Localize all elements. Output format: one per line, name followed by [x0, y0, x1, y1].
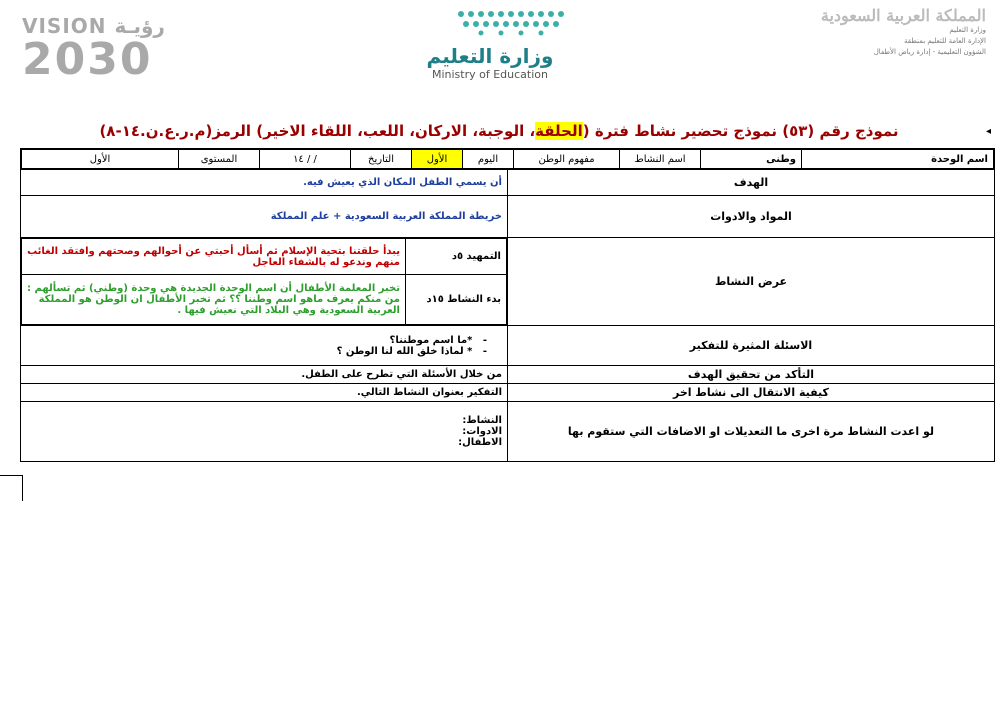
transition-label: كيفية الانتقال الى نشاط اخر [508, 384, 995, 402]
kingdom-line: وزارة التعليم [949, 26, 986, 34]
vision-en-text: VISION [22, 14, 107, 38]
presentation-subtable [21, 238, 507, 325]
repeat-line: الادوات: [462, 426, 502, 437]
ministry-name-en: Ministry of Education [431, 68, 548, 81]
kingdom-header [786, 6, 986, 86]
unit-label: اسم الوحدة [802, 150, 994, 169]
materials-label: المواد والادوات [508, 196, 995, 238]
date-label: التاريخ [351, 150, 412, 169]
repeat-line: النشاط: [462, 415, 502, 426]
lesson-plan-table [20, 148, 995, 462]
page-header [0, 0, 1000, 110]
goal-value: أن يسمي الطفل المكان الذي يعيش فيه. [21, 170, 508, 196]
vision-year-text: 2030 [22, 34, 153, 85]
info-table [21, 149, 994, 169]
kingdom-line: الشؤون التعليمية - إدارة رياض الأطفال [873, 48, 986, 56]
form-title-part2: ، الوجبة، الاركان، اللعب، اللقاء الاخير) الرمز(م.ر.ع.ن.١٤-٨) [99, 122, 536, 140]
intro-value: يبدأ حلقتنا بتحية الإسلام ثم أسأل أحبتي عن أحوالهم وصحتهم وافتقد الغائب منهم وندعو له بالشفاء العاجل [22, 239, 406, 275]
day-value: الأول [412, 150, 463, 169]
presentation-row [21, 238, 995, 326]
questions-row [21, 326, 995, 366]
vision-ar-text: رؤيـة [114, 14, 165, 38]
verify-label: التأكد من تحقيق الهدف [508, 366, 995, 384]
verify-value: من خلال الأسئلة التي تطرح على الطفل. [21, 366, 508, 384]
form-title [20, 122, 978, 144]
date-value: / / ١٤ [260, 150, 351, 169]
intro-label: التمهيد ٥د [406, 239, 507, 275]
repeat-row [21, 402, 995, 462]
vision-2030-logo [22, 14, 197, 85]
transition-row [21, 384, 995, 402]
questions-label: الاسئلة المثيرة للتفكير [508, 326, 995, 366]
goal-row [21, 170, 995, 196]
materials-value: خريطة المملكة العربية السعودية + علم المملكة [21, 196, 508, 238]
start-value: تخبر المعلمة الأطفال أن اسم الوحدة الجديدة هي وحدة (وطني) ثم تسألهم : من منكم يعرف ماهو اسم وطننا ؟؟ ثم تخبر الأطفال ان الوطن هو المملكة العربية السعودية وهي البلاد التي نعيش فيها . [22, 275, 406, 325]
level-label: المستوى [179, 150, 260, 169]
verify-row [21, 366, 995, 384]
ministry-logo [395, 6, 585, 84]
day-label: اليوم [463, 150, 514, 169]
activity-value: مفهوم الوطن [514, 150, 620, 169]
questions-list [26, 335, 487, 357]
form-title-highlight: الحلقة [535, 122, 583, 140]
goal-label: الهدف [508, 170, 995, 196]
form-title-part1: نموذج رقم (٥٣) نموذج تحضير نشاط فترة ( [582, 122, 899, 140]
list-item: - *ما اسم موطننا؟ [389, 334, 487, 346]
list-item: - * لماذا خلق الله لنا الوطن ؟ [336, 345, 487, 357]
unit-value: وطنى [701, 150, 802, 169]
activity-label: اسم النشاط [620, 150, 701, 169]
transition-value: التفكير بعنوان النشاط التالي. [21, 384, 508, 402]
ministry-emblem-icon [455, 8, 575, 36]
repeat-line: الاطفال: [458, 437, 502, 448]
table-move-handle-icon[interactable]: ◂ [986, 126, 992, 137]
presentation-label: عرض النشاط [508, 238, 995, 326]
start-label: بدء النشاط ١٥د [406, 275, 507, 325]
materials-row [21, 196, 995, 238]
kingdom-title: المملكة العربية السعودية [820, 6, 986, 25]
repeat-label: لو اعدت النشاط مرة اخرى ما التعديلات او الاضافات التي ستقوم بها [508, 402, 995, 462]
level-value: الأول [22, 150, 179, 169]
info-row [21, 149, 995, 170]
ministry-name-ar: وزارة التعليم [426, 44, 554, 68]
kingdom-line: الإدارة العامة للتعليم بمنطقة [904, 37, 986, 45]
table-edge-box [0, 475, 23, 501]
